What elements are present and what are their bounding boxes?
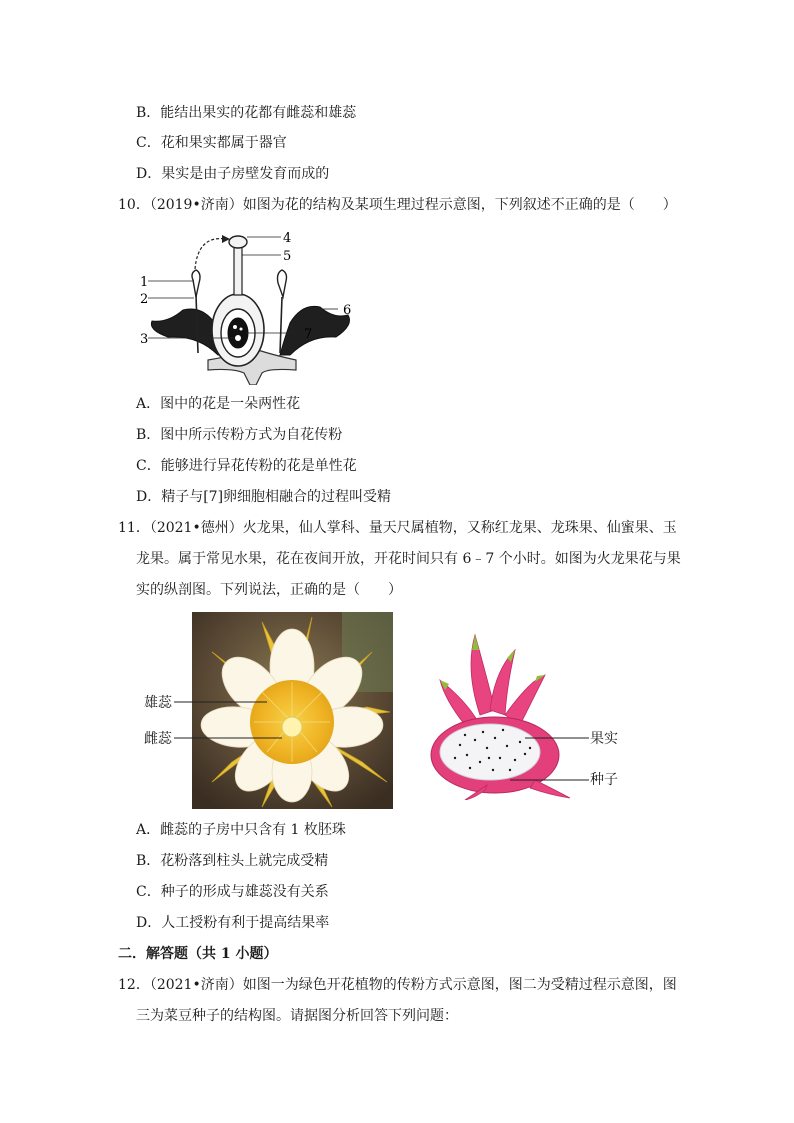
q10-option-a: A．图中的花是一朵两性花 xyxy=(136,396,301,412)
q11-stem-line1: 11．（2021•德州）火龙果，仙人掌科、量天尺属植物，又称红龙果、龙珠果、仙蜜果、玉 xyxy=(118,520,677,536)
diagram-label-6: 6 xyxy=(343,303,352,318)
diagram-label-4: 4 xyxy=(283,231,292,246)
q10-option-d: D．精子与[7]卵细胞相融合的过程叫受精 xyxy=(136,489,392,505)
diagram-label-1: 1 xyxy=(140,275,149,290)
q9-option-c: C．花和果实都属于器官 xyxy=(136,135,287,151)
section-title: 二．解答题（共 1 小题） xyxy=(118,946,278,962)
label-pistil: 雌蕊 xyxy=(144,731,172,747)
label-stamen: 雄蕊 xyxy=(144,695,172,711)
q9-option-b: B．能结出果实的花都有雌蕊和雄蕊 xyxy=(136,105,357,121)
q11-option-a: A．雌蕊的子房中只含有 1 枚胚珠 xyxy=(136,822,346,838)
seed-leader-ext xyxy=(575,779,589,781)
q10-stem: 10．（2019•济南）如图为花的结构及某项生理过程示意图，下列叙述不正确的是（ ） xyxy=(118,197,677,213)
q12-line1: 12．（2021•济南）如图一为绿色开花植物的传粉方式示意图，图二为受精过程示意图，图 xyxy=(118,977,677,993)
q11-option-c: C．种子的形成与雄蕊没有关系 xyxy=(136,884,329,900)
diagram-label-2: 2 xyxy=(140,292,149,307)
pistil-leader xyxy=(174,737,194,739)
q11-option-b: B．花粉落到柱头上就完成受精 xyxy=(136,853,329,869)
q11-option-d: D．人工授粉有利于提高结果率 xyxy=(136,915,330,931)
diagram-label-7: 7 xyxy=(304,327,313,342)
q11-stem-line3: 实的纵剖图。下列说法，正确的是（ ） xyxy=(136,582,402,598)
label-fruit: 果实 xyxy=(590,731,618,747)
q10-option-c: C．能够进行异花传粉的花是单性花 xyxy=(136,458,357,474)
dragon-fruit-section-photo xyxy=(425,630,575,800)
stamen-leader xyxy=(174,701,194,703)
q10-option-b: B．图中所示传粉方式为自花传粉 xyxy=(136,427,343,443)
fruit-leader-ext xyxy=(575,737,589,739)
diagram-label-5: 5 xyxy=(283,249,292,264)
label-seed: 种子 xyxy=(590,772,618,788)
q12-line2: 三为菜豆种子的结构图。请据图分析回答下列问题： xyxy=(136,1008,458,1024)
q11-stem-line2: 龙果。属于常见水果，花在夜间开放，开花时间只有 6﹣7 个小时。如图为火龙果花与果 xyxy=(136,551,681,567)
flower-structure-diagram xyxy=(138,225,358,385)
dragon-fruit-flower-photo xyxy=(192,612,393,809)
q9-option-d: D．果实是由子房壁发育而成的 xyxy=(136,166,330,182)
diagram-label-3: 3 xyxy=(140,332,149,347)
